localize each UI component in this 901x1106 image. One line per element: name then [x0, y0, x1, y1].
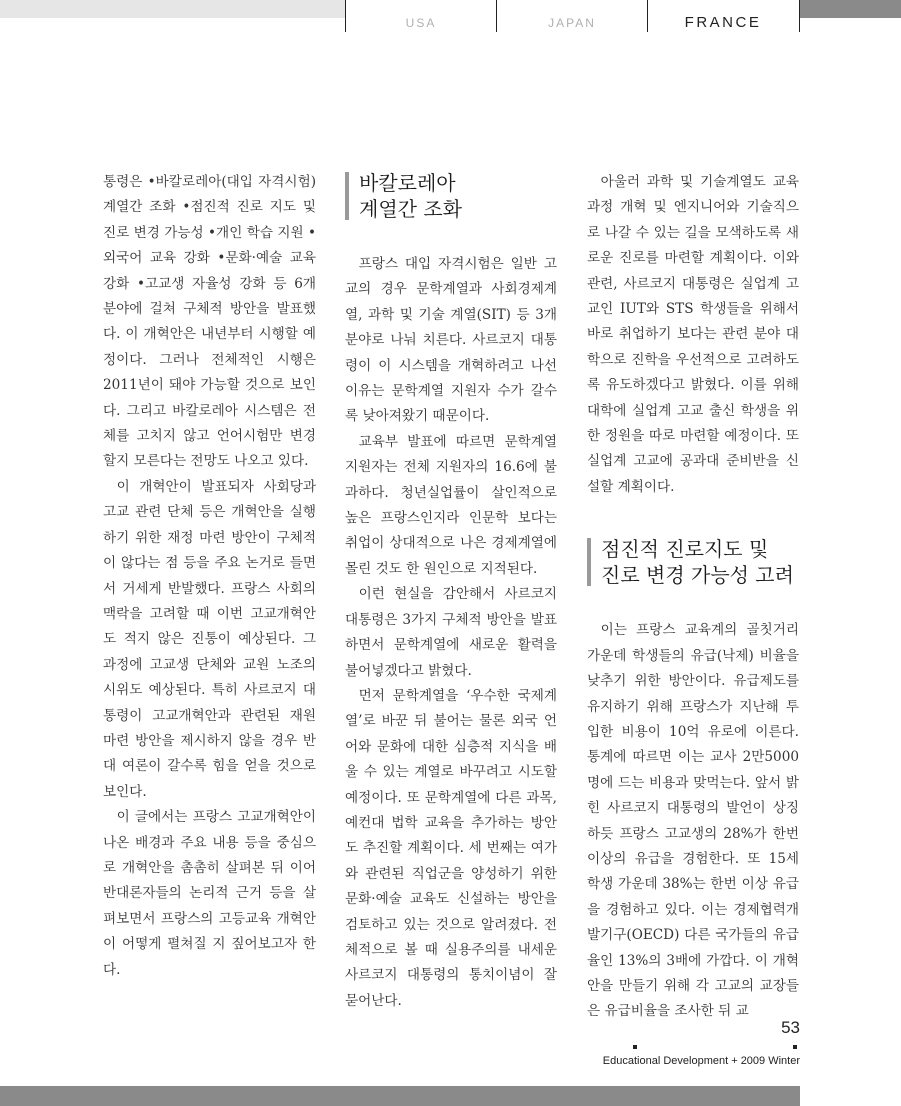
paragraph: 프랑스 대입 자격시험은 일반 고교의 경우 문학계열과 사회경제계열, 과학 및 기술 계열(SIT) 등 3개 분야로 나눠 치른다. 사르코지 대통령이 이 시스템을 개혁하려고 나선 이유는 문학계열 지원자 수가 갈수록 낮아져왔기 때문이다. [345, 256, 557, 425]
footer-square-icon [633, 1045, 637, 1049]
header-bar-right [800, 0, 901, 18]
header-bar-left [0, 0, 345, 18]
page-number: 53 [781, 1018, 800, 1037]
paragraph: 먼저 문학계열을 ‘우수한 국제계열’로 바꾼 뒤 불어는 물론 외국 언어와 문화에 대한 심층적 지식을 배울 수 있는 계열로 바꾸려고 시도할 예정이다. 또 문학계열에 다른 과목, 예컨대 법학 교육을 추가하는 방안도 추진할 계획이다. 세 번째는 여가와 관련된 직업군을 양성하기 위한 문화·예술 교육도 신설하는 방안을 검토하고 있는 것으로 알려졌다. 전체적으로 볼 때 실용주의를 내세운 사르코지 대통령의 통치이념이 잘 묻어난다. [345, 687, 557, 1009]
footer-square-icon [793, 1045, 797, 1049]
tab-japan[interactable]: JAPAN [548, 16, 596, 30]
text-column-2 [345, 170, 557, 1014]
text-column-3 [587, 170, 799, 1025]
section-heading [587, 536, 799, 588]
section-heading-line: 계열간 조화 [359, 197, 462, 221]
tab-divider [799, 0, 800, 32]
paragraph: 아울러 과학 및 기술계열도 교육과정 개혁 및 엔지니어와 기술직으로 나갈 수 있는 길을 모색하도록 새로운 진로를 마련할 계획이다. 이와 관련, 사르코지 대통령은 실업계 고교인 IUT와 STS 학생들을 위해서 바로 취업하기 보다는 관련 분야 대학으로 진학을 우선적으로 고려하도록 유도하겠다고 밝혔다. 이를 위해 대학에 실업계 고교 출신 학생을 위한 정원을 따로 마련할 예정이다. 또 실업계 고교에 공과대 준비반을 신설할 계획이다. [587, 174, 799, 495]
paragraph: 이는 프랑스 교육계의 골칫거리 가운데 학생들의 유급(낙제) 비율을 낮추기 위한 방안이다. 유급제도를 유지하기 위해 프랑스가 지난해 투입한 비용이 10억 유로에 이른다. 통계에 따르면 이는 교사 2만5000명에 드는 비용과 맞먹는다. 앞서 밝힌 사르코지 대통령의 발언이 상징하듯 프랑스 고교생의 28%가 한번 이상의 유급을 경험한다. 또 15세 학생 가운데 38%는 한번 이상 유급을 경험하고 있다. 이는 경제협력개발기구(OECD) 다른 국가들의 유급율인 13%의 3배에 가깝다. 이 개혁안을 만들기 위해 각 고교의 교장들은 유급비율을 조사한 뒤 교 [587, 622, 799, 1020]
text-column-1 [103, 170, 316, 983]
section-heading-line: 진로 변경 가능성 고려 [601, 563, 794, 588]
section-heading-line: 점진적 진로지도 및 [601, 537, 769, 562]
paragraph: 교육부 발표에 따르면 문학계열 지원자는 전체 지원자의 16.6에 불과하다. 청년실업률이 살인적으로 높은 프랑스인지라 인문학 보다는 취업이 상대적으로 나은 경제계열에 몰린 것도 한 원인으로 지적된다. [345, 433, 557, 577]
footer-bar [0, 1086, 800, 1106]
tab-france[interactable]: FRANCE [684, 14, 762, 31]
paragraph: 이런 현실을 감안해서 사르코지 대통령은 3가지 구체적 방안을 발표하면서 문학계열에 새로운 활력을 불어넣겠다고 밝혔다. [345, 586, 557, 679]
tab-usa[interactable]: USA [405, 16, 437, 30]
paragraph: 이 글에서는 프랑스 고교개혁안이 나온 배경과 주요 내용 등을 중심으로 개혁안을 촘촘히 살펴본 뒤 이어 반대론자들의 논리적 근거 등을 살펴보면서 프랑스의 고등교육 개혁안이 어떻게 펼쳐질 지 짚어보고자 한다. [103, 809, 316, 978]
section-heading-line: 바칼로레아 [359, 171, 456, 195]
paragraph: 통령은 •바칼로레아(대입 자격시험) 계열간 조화 •점진적 진로 지도 및 진로 변경 가능성 •개인 학습 지원 •외국어 교육 강화 •문화·예술 교육 강화 •고교생 자율성 강화 등 6개 분야에 걸쳐 구체적 방안을 발표했다. 이 개혁안은 내년부터 시행할 예정이다. 그러나 전체적인 시행은 2011년이 돼야 가능할 것으로 보인다. 그리고 바칼로레아 시스템은 전체를 고치지 않고 언어시험만 변경할지 모른다는 전망도 나오고 있다. [103, 174, 316, 470]
section-heading [345, 170, 557, 222]
paragraph: 이 개혁안이 발표되자 사회당과 고교 관련 단체 등은 개혁안을 실행하기 위한 재정 마련 방안이 구체적이 않다는 점 등을 주요 논거로 들면서 거세게 반발했다. 프랑스 사회의 맥락을 고려할 때 이번 고교개혁안도 적지 않은 진통이 예상된다. 그 과정에 고교생 단체와 교원 노조의 시위도 예상된다. 특히 사르코지 대통령이 고교개혁안과 관련된 재원 마련 방안을 제시하지 않을 경우 반대 여론이 갈수록 힘을 얻을 것으로 보인다. [103, 478, 316, 800]
footer-credit: Educational Development + 2009 Winter [602, 1055, 800, 1067]
